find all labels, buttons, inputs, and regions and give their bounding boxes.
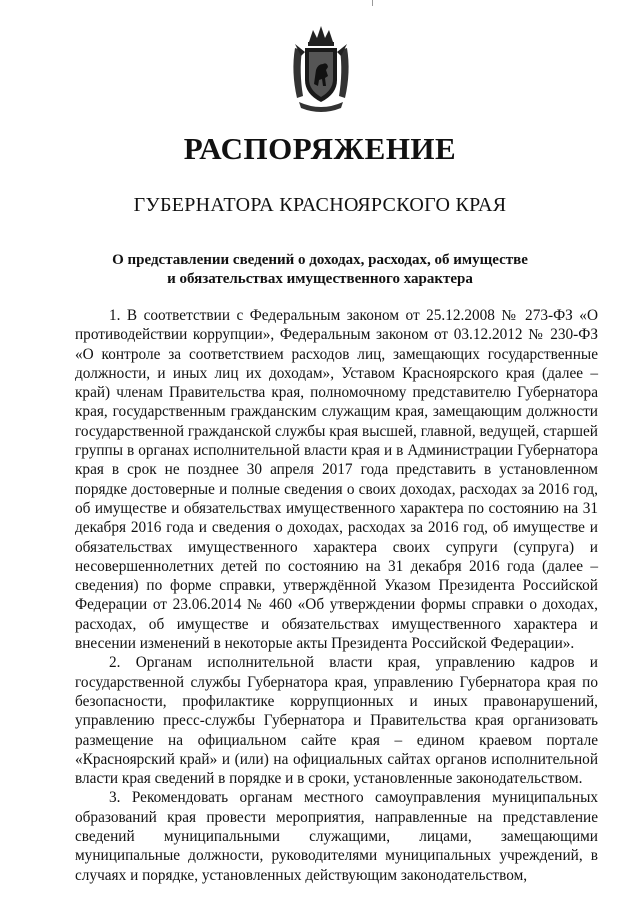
document-subject: [0, 251, 640, 289]
scan-mark: [372, 0, 373, 6]
paragraph-1: 1. В соответствии с Федеральным законом от 25.12.2008 № 273-ФЗ «О противодействии коррупции», Федеральным законом от 03.12.2012 № 230-ФЗ «О контроле за соответствием расходов лиц, замещающих государственные должности, и иных лиц их доходам», Уставом Красноярского края (далее – край) членам Правительства края, полномочному представителю Губернатора края, государственным гражданским служащим края, замещающим должности государственной гражданской службы края высшей, главной, ведущей, старшей группы в органах исполнительной власти края и в Администрации Губернатора края в срок не позднее 30 апреля 2017 года представить в установленном порядке достоверные и полные сведения о своих доходах, расходах за 2016 год, об имуществе и обязательствах имущественного характера по состоянию на 31 декабря 2016 года и сведения о доходах, расходах за 2016 год, об имуществе и обязательствах имущественного характера своих супруги (супруга) и несовершеннолетних детей по состоянию на 31 декабря 2016 года (далее – сведения) по форме справки, утверждённой Указом Президента Российской Федерации от 23.06.2014 № 460 «Об утверждении формы справки о доходах, расходах, об имуществе и обязательствах имущественного характера и внесении изменений в некоторые акты Президента Российской Федерации».: [75, 307, 598, 653]
issuer-subtitle: ГУБЕРНАТОРА КРАСНОЯРСКОГО КРАЯ: [133, 194, 507, 216]
coat-of-arms-emblem-icon: [289, 22, 353, 114]
paragraph-3: 3. Рекомендовать органам местного самоуправления муниципальных образований края провести мероприятия, направленные на представление сведений муниципальными служащими, лицами, замещающими муниципальные должности, руководителями муниципальных учреждений, в случаях и порядке, установленных действующим законодательством,: [75, 789, 598, 884]
subject-line-1: О представлении сведений о доходах, расходах, об имуществе: [112, 252, 528, 268]
document-body: [75, 306, 598, 885]
subject-line-2: и обязательствах имущественного характера: [167, 271, 473, 287]
paragraph-2: 2. Органам исполнительной власти края, управлению кадров и государственной службы Губернатора края, управлению Губернатора края по безопасности, профилактике коррупционных и иных правонарушений, управлению пресс-службы Губернатора и Правительства края организовать размещение на официальном сайте края – едином краевом портале «Красноярский край» и (или) на официальных сайтах органов исполнительной власти края сведений в порядке и в сроки, установленные законодательством.: [75, 654, 598, 788]
document-type-title: РАСПОРЯЖЕНИЕ: [183, 131, 457, 166]
